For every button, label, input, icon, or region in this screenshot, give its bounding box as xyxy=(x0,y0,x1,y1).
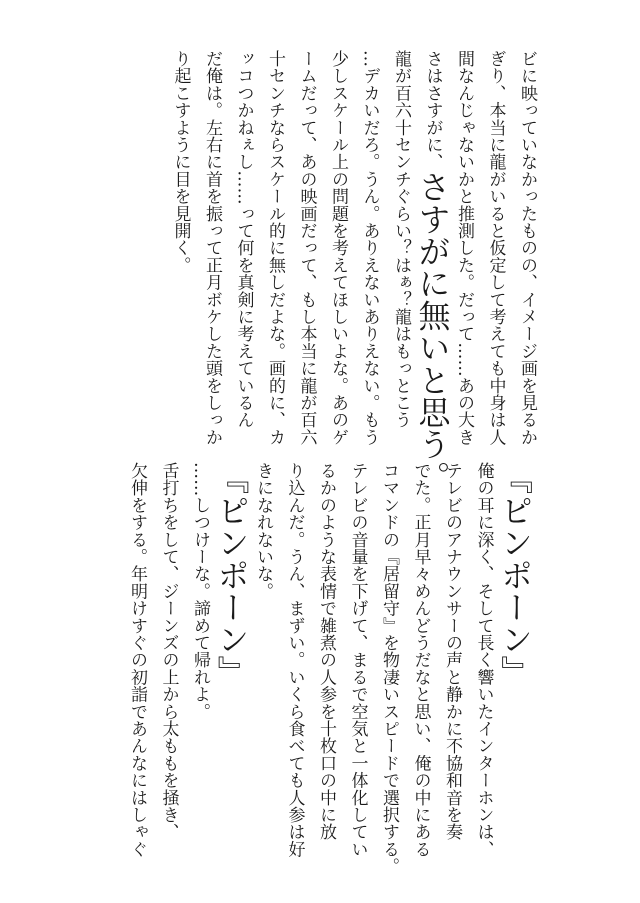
top-text-block xyxy=(164,50,542,493)
text-line: テレビのアナウンサーの声と静かに不協和音を奏 xyxy=(442,462,462,841)
text-line: り起こすように目を見開く。 xyxy=(170,50,191,274)
text-line-lead xyxy=(413,50,452,493)
lead-text: さはさすがに、 xyxy=(422,50,443,171)
bottom-text-block xyxy=(121,462,534,875)
text-line: テレビの音量を下げて、まるで空気と一体化してい xyxy=(347,462,368,858)
text-line: ッコつかねぇし……って何を真剣に考えているん xyxy=(233,50,254,429)
sound-effect-text: 『ピンポーン』 xyxy=(212,462,251,688)
text-line: 俺の耳に深く、そして長く響いたインターホンは、 xyxy=(473,462,494,858)
sound-effect-text: 『ピンポーン』 xyxy=(496,462,534,688)
text-line: ビに映っていなかったものの、イメージ画を見るか xyxy=(517,50,537,446)
text-line: でた。正月早々めんどうだなと思い、俺の中にある xyxy=(410,462,431,858)
text-line: ームだって、あの映画だって、もし本当に龍が百六 xyxy=(296,50,317,446)
text-line: だ俺は。左右に首を振って正月ボケした頭をしっか xyxy=(202,50,222,446)
text-line: るかのような表情で雑煮の人参を十枚口の中に放 xyxy=(316,462,336,841)
text-line: 龍が百六十センチぐらい？はぁ？龍はもっとこう xyxy=(391,50,411,429)
text-line: ……しつけーな。諦めて帰れよ。 xyxy=(190,462,210,720)
text-line: …デカいだろ。うん。ありえないありえない。もう xyxy=(359,50,380,446)
text-line: り込んだ。うん、まずい。いくら食べても人参は好 xyxy=(284,462,305,858)
text-line: 少しスケール上の問題を考えてほしいよな。あのゲ xyxy=(328,50,348,446)
emphasized-text: さすがに無いと思う。 xyxy=(413,170,452,493)
text-line: 間なんじゃないかと推測した。だって……あの大き xyxy=(454,50,474,446)
text-line: 舌打ちをして、ジーンズの上から太ももを掻き、 xyxy=(158,462,179,841)
text-line: 欠伸をする。年明けすぐの初詣であんなにはしゃぐ xyxy=(127,462,147,858)
text-line: きになれないな。 xyxy=(253,462,273,600)
text-line: 十センチならスケール的に無しだよな。画的に、カ xyxy=(265,50,285,446)
text-line: ぎり、本当に龍がいると仮定して考えても中身は人 xyxy=(485,50,506,446)
text-line: コマンドの『居留守』を物凄いスピードで選択する。 xyxy=(379,462,399,875)
